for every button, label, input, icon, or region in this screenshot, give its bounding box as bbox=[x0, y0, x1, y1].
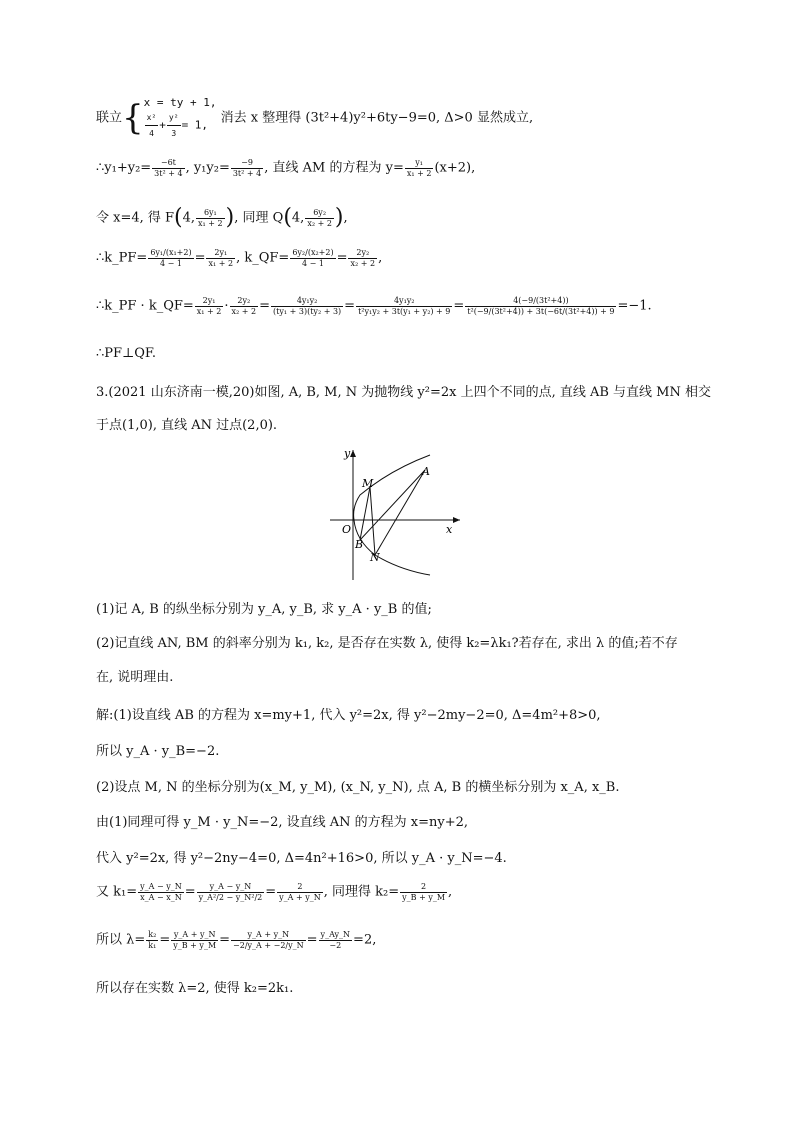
solution-2-a: 由(1)同理可得 y_M · y_N=−2, 设直线 AN 的方程为 x=ny+2, bbox=[96, 815, 469, 830]
solution-2-b: 代入 y²=2x, 得 y²−2ny−4=0, Δ=4n²+16>0, 所以 y_A · y_N=−4. bbox=[96, 851, 507, 866]
product-line: ∴k_PF · k_QF= $\frac{\text{2y₁}}{\text{x₁ + 2}}$ · $\frac{\text{2y₂}}{\text{x₂ + 2}}$ = $\frac{\text{4y₁y₂}}{\text{(ty₁ + 3)(ty₂ + 3)}}$ = $\frac{\text{4y₁y₂}}{\text{t²y₁y₂ + 3t(y₁ + y₂) + 9}}$ = $\frac{\text{4(−9/(3t²+4))}}{\text{t²(−9/(3t²+4)) + 3t(−6t/(3t²+4)) + 9}}$ =−1. bbox=[96, 296, 652, 316]
slopes-line: ∴k_PF= $\frac{\text{6y₁/(x₁+2)}}{4 - 1}$ = $\frac{\text{2y₁}}{\text{x₁ + 2}}$ , k_QF= $\frac{\text{6y₂/(x₂+2)}}{4 - 1}$ = $\frac{\text{2y₂}}{\text{x₂ + 2}}$ , bbox=[96, 248, 383, 268]
solution-2: (2)设点 M, N 的坐标分别为(x_M, y_M), (x_N, y_N), 点 A, B 的横坐标分别为 x_A, x_B. bbox=[96, 780, 620, 795]
equation-system: x = ty + 1, $\frac{\text{x²}}{4}$ + $\frac{\text{y²}}{3}$ = 1, bbox=[143, 96, 217, 138]
final-answer: 所以存在实数 λ=2, 使得 k₂=2k₁. bbox=[96, 981, 294, 996]
points-line: 令 x=4, 得 F(4, $\frac{\text{6y₁}}{\text{x₁ + 2}}$ ), 同理 Q(4, $\frac{\text{6y₂}}{\text{x₂ + 2}}$ ), bbox=[96, 205, 348, 230]
axis-label-x: x bbox=[446, 523, 453, 536]
point-label-a: A bbox=[422, 465, 430, 478]
origin-label: O bbox=[342, 523, 352, 536]
slope-k1-line: 又 k₁= $\frac{y\_A - y\_N}{x\_A - x\_N}$ = $\frac{y\_A - y\_N}{\text{y\_A²/2 − y\_N²/2}}$ = $\frac{2}{y\_A + y\_N}$ , 同理得 k₂= $\frac{2}{y\_B + y\_M}$ , bbox=[96, 882, 453, 902]
system-line bbox=[96, 95, 533, 141]
lambda-line: 所以 λ= $\frac{\text{k₂}}{\text{k₁}}$ = $\frac{y\_A + y\_N}{y\_B + y\_M}$ = $\frac{y\_A + y\_N}{-2/y\_A + -2/y\_N}$ = $\frac{y\_Ay\_N}{-2}$ =2, bbox=[96, 930, 377, 950]
point-label-n: N bbox=[370, 551, 380, 564]
question-1: (1)记 A, B 的纵坐标分别为 y_A, y_B, 求 y_A · y_B 的值; bbox=[96, 602, 432, 617]
question-2-cont: 在, 说明理由. bbox=[96, 670, 174, 685]
problem-statement: 3.(2021 山东济南一模,20)如图, A, B, M, N 为抛物线 y²=2x 上四个不同的点, 直线 AB 与直线 MN 相交 bbox=[96, 385, 711, 400]
solution-1: 解:(1)设直线 AB 的方程为 x=my+1, 代入 y²=2x, 得 y²−2my−2=0, Δ=4m²+8>0, bbox=[96, 708, 601, 723]
point-label-b: B bbox=[355, 538, 364, 551]
text: 消去 x 整理得 (3t²+4)y²+6ty−9=0, Δ>0 显然成立, bbox=[220, 110, 534, 126]
axis-label-y: y bbox=[344, 447, 351, 460]
question-2: (2)记直线 AN, BM 的斜率分别为 k₁, k₂, 是否存在实数 λ, 使得 k₂=λk₁?若存在, 求出 λ 的值;若不存 bbox=[96, 636, 678, 651]
sum-product-line: ∴y₁+y₂= $\frac{-6t}{\text{3t² + 4}}$ , y₁y₂= $\frac{-9}{\text{3t² + 4}}$ , 直线 AM 的方程为 y= $\frac{\text{y₁}}{\text{x₁ + 2}}$ (x+2), bbox=[96, 158, 476, 178]
point-label-m: M bbox=[362, 477, 374, 490]
problem-statement-cont: 于点(1,0), 直线 AN 过点(2,0). bbox=[96, 418, 278, 433]
parabola-figure bbox=[330, 445, 470, 585]
solution-1-result: 所以 y_A · y_B=−2. bbox=[96, 744, 220, 759]
conclusion-line: ∴PF⊥QF. bbox=[96, 346, 157, 361]
text: 联立 bbox=[96, 110, 123, 126]
brace: { bbox=[122, 98, 144, 138]
